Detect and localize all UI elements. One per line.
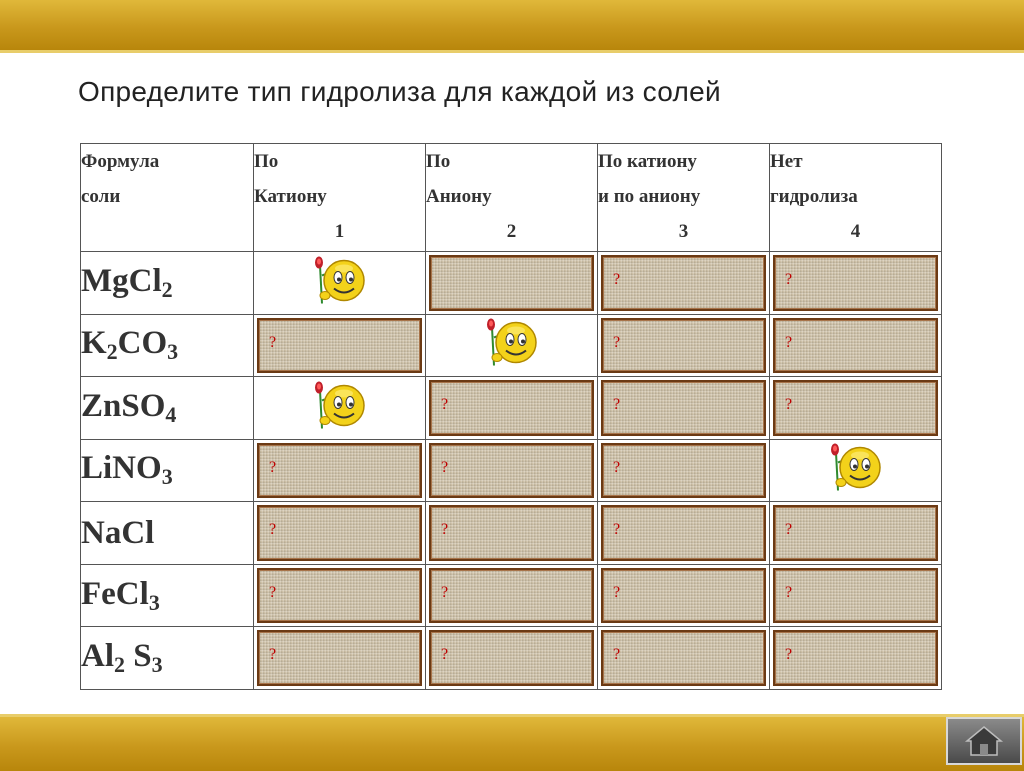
question-mark: ? <box>441 458 449 476</box>
answer-cell[interactable] <box>254 564 426 627</box>
formula-text: FeCl <box>81 575 149 612</box>
column-header <box>254 144 426 252</box>
home-icon <box>964 724 1004 758</box>
column-header-line: гидролиза <box>770 186 858 207</box>
answer-cell[interactable] <box>770 627 942 690</box>
question-mark: ? <box>785 521 793 539</box>
column-header-line: Нет <box>770 151 803 172</box>
salt-formula <box>81 564 254 627</box>
question-mark: ? <box>269 583 277 601</box>
question-mark: ? <box>613 458 621 476</box>
question-mark: ? <box>613 521 621 539</box>
salt-formula <box>81 439 254 502</box>
question-mark: ? <box>269 333 277 351</box>
answer-cover-tile[interactable] <box>601 505 766 561</box>
question-mark: ? <box>613 583 621 601</box>
answer-cell <box>254 377 426 440</box>
correct-answer-marker <box>826 441 886 500</box>
question-mark: ? <box>613 270 621 288</box>
answer-cover-tile[interactable] <box>429 255 594 311</box>
formula-text: MgCl <box>81 262 162 299</box>
answer-cell[interactable] <box>598 564 770 627</box>
answer-cell[interactable] <box>426 627 598 690</box>
salt-row <box>81 251 942 314</box>
answer-cover-tile[interactable] <box>601 568 766 624</box>
salt-row <box>81 439 942 502</box>
salt-row <box>81 564 942 627</box>
answer-cover-tile[interactable] <box>257 630 422 686</box>
smiley-with-rose-icon <box>826 441 886 495</box>
answer-cell[interactable] <box>598 377 770 440</box>
answer-cell[interactable] <box>254 627 426 690</box>
formula-text: ZnSO <box>81 387 166 424</box>
salt-row <box>81 627 942 690</box>
formula-subscript: 3 <box>167 339 179 365</box>
salt-formula <box>81 502 254 565</box>
salt-formula <box>81 251 254 314</box>
question-mark: ? <box>441 521 449 539</box>
formula-subscript: 2 <box>161 276 173 302</box>
page-title: Определите тип гидролиза для каждой из солей <box>78 76 721 107</box>
answer-cover-tile[interactable] <box>429 505 594 561</box>
correct-answer-marker <box>482 316 542 375</box>
answer-cell[interactable] <box>598 314 770 377</box>
answer-cell[interactable] <box>598 627 770 690</box>
column-number: 3 <box>678 221 689 242</box>
answer-cell[interactable] <box>254 314 426 377</box>
column-number: 2 <box>506 221 517 242</box>
column-header-line: По <box>254 151 279 172</box>
answer-cell[interactable] <box>426 564 598 627</box>
smiley-with-rose-icon <box>482 316 542 370</box>
formula-subscript: 3 <box>151 652 163 678</box>
answer-cell[interactable] <box>770 377 942 440</box>
correct-answer-marker <box>310 378 370 437</box>
question-mark: ? <box>269 646 277 664</box>
column-number: 1 <box>334 221 345 242</box>
salt-formula <box>81 377 254 440</box>
formula-text: Al <box>81 638 114 675</box>
formula-text: S <box>125 638 152 675</box>
smiley-with-rose-icon <box>310 253 370 307</box>
column-header-line: соли <box>81 186 121 207</box>
answer-cover-tile[interactable] <box>601 443 766 499</box>
question-mark: ? <box>785 333 793 351</box>
answer-cover-tile[interactable] <box>257 505 422 561</box>
question-mark: ? <box>785 396 793 414</box>
answer-cover-tile[interactable] <box>601 380 766 436</box>
answer-cell <box>426 314 598 377</box>
answer-cover-tile[interactable] <box>429 568 594 624</box>
column-header-line: Катиону <box>254 186 327 207</box>
formula-text: LiNO <box>81 450 162 487</box>
bottom-banner <box>0 714 1024 771</box>
question-mark: ? <box>785 646 793 664</box>
answer-cell[interactable] <box>598 251 770 314</box>
answer-cover-tile[interactable] <box>601 318 766 374</box>
column-header <box>81 144 254 252</box>
hydrolysis-table <box>80 143 942 690</box>
question-mark: ? <box>441 646 449 664</box>
question-mark: ? <box>785 270 793 288</box>
answer-cover-tile[interactable] <box>257 568 422 624</box>
answer-cell[interactable] <box>598 502 770 565</box>
formula-text: K <box>81 325 107 362</box>
salt-row <box>81 314 942 377</box>
answer-cover-tile[interactable] <box>773 630 938 686</box>
answer-cell[interactable] <box>770 251 942 314</box>
column-header-line: По <box>426 151 451 172</box>
question-mark: ? <box>441 583 449 601</box>
answer-cover-tile[interactable] <box>773 505 938 561</box>
answer-cell[interactable] <box>770 564 942 627</box>
question-mark: ? <box>613 333 621 351</box>
formula-subscript: 2 <box>114 652 125 678</box>
answer-cover-tile[interactable] <box>601 630 766 686</box>
answer-cover-tile[interactable] <box>773 568 938 624</box>
question-mark: ? <box>613 646 621 664</box>
answer-cell <box>770 439 942 502</box>
answer-cover-tile[interactable] <box>429 630 594 686</box>
answer-cell[interactable] <box>426 377 598 440</box>
answer-cover-tile[interactable] <box>773 380 938 436</box>
formula-subscript: 4 <box>165 401 177 427</box>
column-header <box>598 144 770 252</box>
answer-cell[interactable] <box>254 502 426 565</box>
answer-cell[interactable] <box>426 439 598 502</box>
question-mark: ? <box>269 458 277 476</box>
column-header <box>426 144 598 252</box>
answer-cell[interactable] <box>426 502 598 565</box>
column-number: 4 <box>850 221 861 242</box>
answer-cover-tile[interactable] <box>773 255 938 311</box>
formula-subscript: 2 <box>106 339 118 365</box>
column-header <box>770 144 942 252</box>
salt-formula <box>81 627 254 690</box>
top-banner <box>0 0 1024 53</box>
answer-cell[interactable] <box>254 439 426 502</box>
formula-subscript: 3 <box>161 464 173 490</box>
formula-text: NaCl <box>81 514 155 551</box>
question-mark: ? <box>441 396 449 414</box>
question-mark: ? <box>613 396 621 414</box>
answer-cover-tile[interactable] <box>773 318 938 374</box>
answer-cell <box>254 251 426 314</box>
salt-row <box>81 502 942 565</box>
question-mark: ? <box>269 521 277 539</box>
answer-cover-tile[interactable] <box>257 443 422 499</box>
answer-cover-tile[interactable] <box>257 318 422 374</box>
answer-cell[interactable] <box>770 314 942 377</box>
column-header-line: По катиону <box>598 151 697 172</box>
column-header-line: Аниону <box>426 186 492 207</box>
correct-answer-marker <box>310 253 370 312</box>
answer-cell[interactable] <box>598 439 770 502</box>
answer-cover-tile[interactable] <box>429 443 594 499</box>
column-header-line: и по аниону <box>598 186 701 207</box>
answer-cell[interactable] <box>770 502 942 565</box>
formula-subscript: 3 <box>148 589 160 615</box>
header-row <box>81 144 942 252</box>
salt-formula <box>81 314 254 377</box>
column-header-line: Формула <box>81 151 160 172</box>
answer-cell[interactable] <box>426 251 598 314</box>
home-button[interactable] <box>946 717 1022 765</box>
salt-row <box>81 377 942 440</box>
formula-text: CO <box>117 325 168 362</box>
answer-cover-tile[interactable] <box>601 255 766 311</box>
answer-cover-tile[interactable] <box>429 380 594 436</box>
question-mark: ? <box>785 583 793 601</box>
smiley-with-rose-icon <box>310 378 370 432</box>
